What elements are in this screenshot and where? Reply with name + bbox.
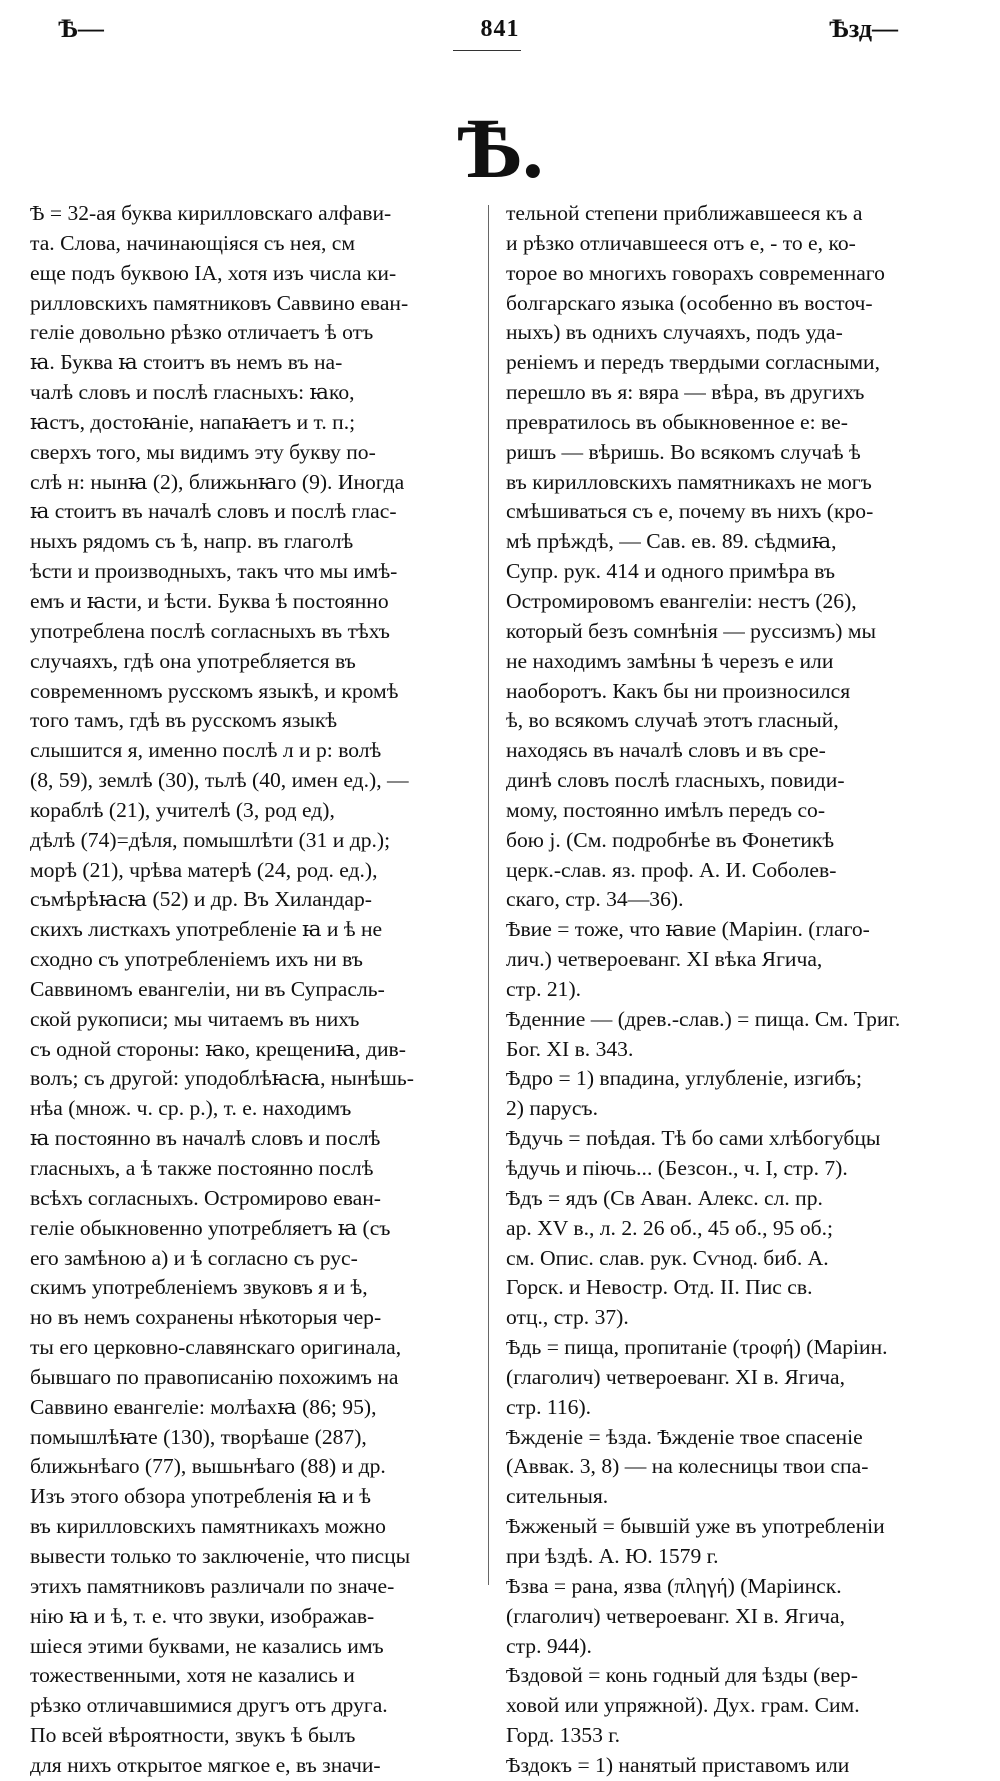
right-column (506, 199, 946, 1781)
text-line: въ кирилловскихъ памятникахъ не могъ (506, 469, 872, 494)
text-line: въ кирилловскихъ памятникахъ можно (30, 1514, 386, 1539)
text-line: Ѣ = 32-ая буква кирилловскаго алфави- (30, 201, 392, 225)
text-line: ныхъ) въ однихъ случаяхъ, подъ уда- (506, 320, 843, 345)
text-line: ской рукописи; мы читаемъ въ нихъ (30, 1006, 360, 1031)
page-number: 841 (480, 16, 520, 42)
text-line: нію ꙗ и ѣ, т. е. что звуки, изображав- (30, 1603, 375, 1628)
text-line: его замѣною а) и ѣ согласно съ рус- (30, 1245, 358, 1270)
text-line: реніемъ и передъ твердыми согласными, (506, 350, 880, 375)
text-line: Ѣдъ = ядъ (Св Аван. Алекс. сл. пр. (506, 1185, 823, 1210)
text-line: ѣ, во всякомъ случаѣ этотъ гласный, (506, 708, 839, 733)
text-line: ꙗ стоитъ въ началѣ словъ и послѣ глас- (30, 499, 397, 524)
text-line: рѣзко отличавшимися другъ отъ друга. (30, 1693, 388, 1718)
text-line: Ѣздовой = конь годный для ѣзды (вер- (506, 1663, 858, 1688)
text-line: волъ; съ другой: уподоблѣꙗсꙗ, нынѣшь- (30, 1066, 414, 1091)
text-line: Остромировомъ евангеліи: нестъ (26), (506, 588, 857, 613)
text-line: болгарскаго языка (особенно въ восточ- (506, 290, 873, 315)
text-line: ꙗ. Буква ꙗ стоитъ въ немъ въ на- (30, 350, 343, 375)
text-line: Изъ этого обзора употребленія ꙗ и ѣ (30, 1484, 371, 1509)
text-line: скаго, стр. 34—36). (506, 887, 684, 912)
text-line: мому, постоянно имѣлъ передъ со- (506, 797, 826, 822)
text-line: съмѣрѣꙗсꙗ (52) и др. Въ Хиландар- (30, 887, 372, 912)
text-line: сительныя. (506, 1484, 609, 1509)
text-line: лич.) четвероеванг. XI вѣка Ягича, (506, 947, 823, 972)
running-head-right: Ѣзд— (829, 14, 898, 43)
text-line: (глаголич) четвероеванг. XI в. Ягича, (506, 1603, 846, 1628)
text-line: 2) парусъ. (506, 1096, 598, 1121)
text-line: кораблѣ (21), учителѣ (3, род ед), (30, 797, 335, 822)
text-line: Горд. 1353 г. (506, 1723, 621, 1748)
text-line: геліе довольно рѣзко отличаетъ ѣ отъ (30, 320, 374, 345)
text-line: Ѣзва = рана, язва (πληγή) (Маріинск. (506, 1573, 842, 1598)
page-number-rule (453, 50, 521, 51)
text-line: Ѣденние — (древ.-слав.) = пища. См. Триг. (506, 1006, 901, 1031)
text-line: который безъ сомнѣнія — руссизмъ) мы (506, 618, 877, 643)
text-line: смѣшиваться съ е, почему въ нихъ (кро- (506, 499, 874, 524)
text-line: Ѣжженый = бывшій уже въ употребленіи (506, 1514, 885, 1539)
text-line: торое во многихъ говорахъ современнаго (506, 260, 885, 285)
text-line: того тамъ, гдѣ въ русскомъ языкѣ (30, 708, 338, 733)
text-line: съ одной стороны: ꙗко, крещениꙗ, див- (30, 1036, 406, 1061)
text-line: находясь въ началѣ словъ и въ сре- (506, 738, 826, 763)
text-line: (8, 59), землѣ (30), тьлѣ (40, имен ед.), — (30, 768, 409, 793)
text-line: ꙗ постоянно въ началѣ словъ и послѣ (30, 1126, 381, 1151)
text-line: (Аввак. 3, 8) — на колесницы твои спа- (506, 1454, 869, 1479)
text-line: церк.-слав. яз. проф. А. И. Соболев- (506, 857, 837, 882)
text-line: ты его церковно-славянскаго оригинала, (30, 1335, 402, 1360)
text-line: гласныхъ, а ѣ также постоянно послѣ (30, 1156, 374, 1180)
text-line: отц., стр. 37). (506, 1305, 629, 1330)
text-line: всѣхъ согласныхъ. Остромирово еван- (30, 1185, 381, 1210)
text-line: ришъ — вѣришь. Во всякомъ случаѣ ѣ (506, 439, 861, 464)
text-line: Бог. XI в. 343. (506, 1036, 634, 1061)
text-line: но въ немъ сохранены нѣкоторыя чер- (30, 1305, 382, 1330)
text-line: употреблена послѣ согласныхъ въ тѣхъ (30, 618, 390, 643)
text-line: мѣ прѣждѣ, — Сав. ев. 89. сѣдмиꙗ, (506, 529, 837, 554)
text-line: Ѣдучь = поѣдая. Тѣ бо сами хлѣбогубцы (506, 1126, 881, 1151)
text-line: тожественными, хотя не казались и (30, 1663, 355, 1688)
text-line: бою j. (См. подробнѣе въ Фонетикѣ (506, 827, 835, 852)
text-line: Супр. рук. 414 и одного примѣра въ (506, 559, 836, 584)
text-line: еще подъ буквою ІА, хотя изъ числа ки- (30, 260, 397, 285)
text-line: чалѣ словъ и послѣ гласныхъ: ꙗко, (30, 380, 355, 405)
section-letter: Ѣ. (456, 100, 544, 196)
text-line: Ѣдь = пища, пропитаніе (τροφή) (Маріин. (506, 1335, 888, 1360)
text-line: ѣдучь и піючь... (Безсон., ч. I, стр. 7). (506, 1156, 848, 1180)
text-line: Ѣжденіе = ѣзда. Ѣжденіе твое спасеніе (506, 1424, 863, 1449)
text-line: см. Опис. слав. рук. Сѵнод. биб. А. (506, 1245, 829, 1270)
text-line: перешло въ я: вяра — вѣра, въ другихъ (506, 380, 865, 405)
text-line: бывшаго по правописанію похожимъ на (30, 1364, 399, 1389)
text-line: Ѣдро = 1) впадина, углубленіе, изгибъ; (506, 1066, 862, 1091)
text-line: ховой или упряжной). Дух. грам. Сим. (506, 1693, 860, 1718)
text-line: геліе обыкновенно употребляетъ ꙗ (съ (30, 1215, 391, 1240)
text-line: сверхъ того, мы видимъ эту букву по- (30, 439, 376, 464)
text-line: не находимъ замѣны ѣ черезъ е или (506, 648, 834, 673)
text-line: современномъ русскомъ языкѣ, и кромѣ (30, 678, 399, 703)
text-line: для нихъ открытое мягкое е, въ значи- (30, 1752, 381, 1777)
text-line: Ѣвие = тоже, что ꙗвие (Маріин. (глаго- (506, 917, 870, 942)
column-divider (488, 205, 489, 1585)
text-line: емъ и ꙗсти, и ѣсти. Буква ѣ постоянно (30, 588, 389, 613)
text-line: морѣ (21), чрѣва матерѣ (24, род. ед.), (30, 857, 378, 882)
text-line: Горск. и Невостр. Отд. II. Пис св. (506, 1275, 813, 1300)
text-line: слышится я, именно послѣ л и р: волѣ (30, 738, 382, 763)
text-line: (глаголич) четвероеванг. XI в. Ягича, (506, 1364, 846, 1389)
text-line: ближьнѣаго (77), вышьнѣаго (88) и др. (30, 1454, 386, 1479)
text-line: та. Слова, начинающіяся съ нея, см (30, 230, 356, 255)
text-line: и рѣзко отличавшееся отъ е, - то е, ко- (506, 230, 856, 255)
text-line: скимъ употребленіемъ звуковъ я и ѣ, (30, 1275, 368, 1300)
text-line: стр. 116). (506, 1394, 592, 1419)
text-line: наоборотъ. Какъ бы ни произносился (506, 678, 851, 703)
text-line: Саввиномъ евангеліи, ни въ Супрасль- (30, 976, 385, 1001)
text-line: дѣлѣ (74)=дѣля, помышлѣти (31 и др.); (30, 827, 391, 852)
text-line: нѣа (множ. ч. ср. р.), т. е. находимъ (30, 1096, 352, 1121)
text-line: случаяхъ, гдѣ она употребляется въ (30, 648, 356, 673)
text-line: ныхъ рядомъ съ ѣ, напр. въ глаголѣ (30, 529, 354, 554)
running-head-left: Ѣ— (58, 14, 104, 43)
text-line: скихъ листкахъ употребленіе ꙗ и ѣ не (30, 917, 383, 942)
text-line: рилловскихъ памятниковъ Саввино еван- (30, 290, 409, 315)
text-line: стр. 944). (506, 1633, 592, 1658)
text-line: тельной степени приближавшееся къ а (506, 201, 863, 225)
text-line: ар. XV в., л. 2. 26 об., 45 об., 95 об.; (506, 1215, 834, 1240)
text-line: при ѣздѣ. А. Ю. 1579 г. (506, 1543, 719, 1568)
text-line: По всей вѣроятности, звукъ ѣ былъ (30, 1723, 356, 1748)
text-line: Ѣздокъ = 1) нанятый приставомъ или (506, 1752, 850, 1777)
text-line: сходно съ употребленіемъ ихъ ни въ (30, 947, 363, 972)
text-line: ꙗстъ, достоꙗніе, напаꙗетъ и т. п.; (30, 409, 356, 434)
text-line: превратилось въ обыкновенное е: ве- (506, 409, 848, 434)
text-line: этихъ памятниковъ различали по значе- (30, 1573, 395, 1598)
text-line: слѣ н: нынꙗ (2), ближьнꙗго (9). Иногда (30, 469, 405, 494)
text-line: ѣсти и производныхъ, такъ что мы имѣ- (30, 559, 398, 584)
text-line: динѣ словъ послѣ гласныхъ, повиди- (506, 768, 845, 793)
text-line: стр. 21). (506, 976, 582, 1001)
left-column (30, 199, 462, 1781)
text-line: вывести только то заключеніе, что писцы (30, 1543, 411, 1568)
text-line: шіеся этими буквами, не казались имъ (30, 1633, 384, 1658)
text-line: Саввино евангеліе: молѣахꙗ (86; 95), (30, 1394, 377, 1419)
text-line: помышлѣꙗте (130), творѣаше (287), (30, 1424, 367, 1449)
